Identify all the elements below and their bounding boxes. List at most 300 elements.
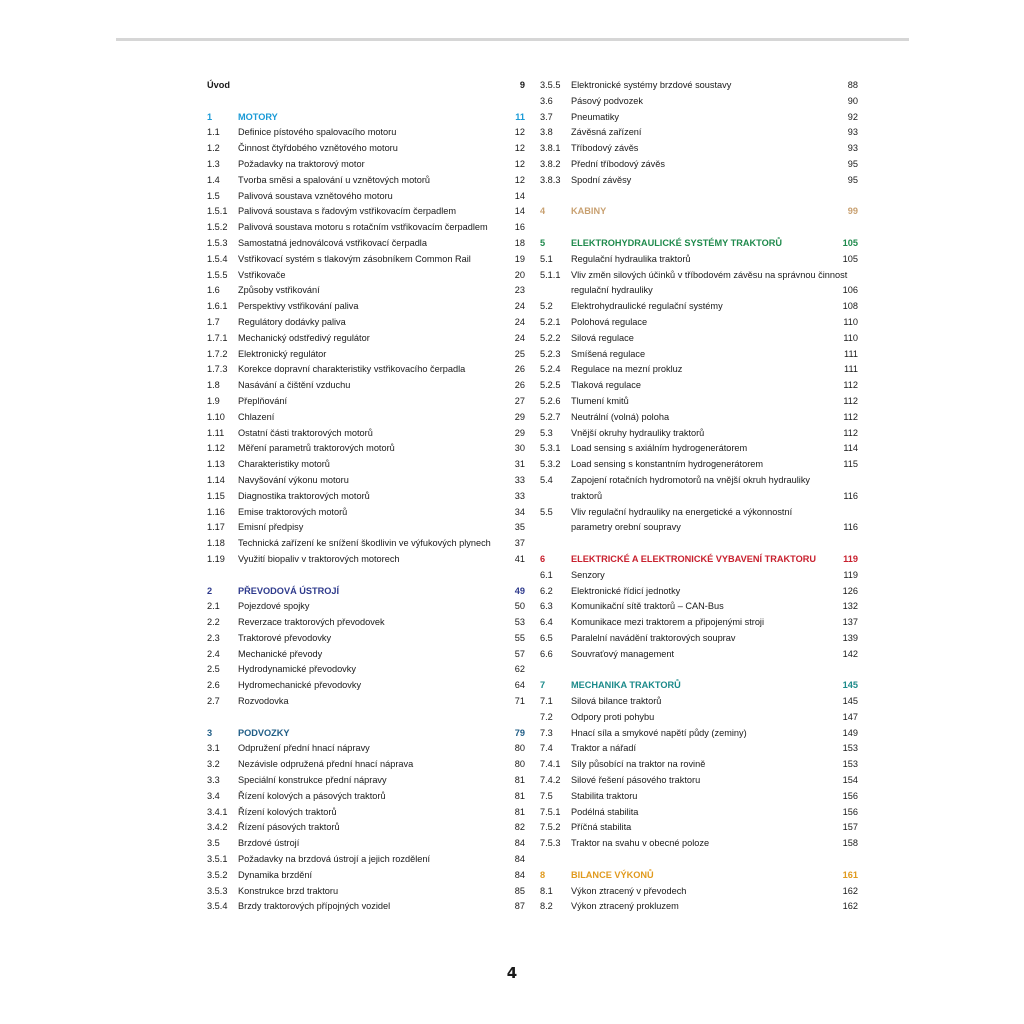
toc-page: 33 — [514, 474, 525, 485]
toc-number: 7.4.2 — [540, 775, 561, 786]
toc-page: 11 — [515, 111, 525, 122]
toc-page: 35 — [514, 522, 525, 533]
toc-entry-row[interactable] — [207, 647, 525, 663]
toc-entry-row[interactable] — [540, 584, 858, 600]
toc-title: Úvod — [207, 80, 230, 90]
toc-entry-row[interactable] — [540, 505, 858, 521]
toc-entry-row[interactable] — [540, 836, 858, 852]
toc-entry-row[interactable] — [540, 315, 858, 331]
toc-entry-row[interactable] — [540, 694, 858, 710]
toc-number: 3.7 — [540, 111, 553, 122]
toc-spacer — [540, 662, 858, 678]
toc-page: 80 — [514, 743, 525, 754]
toc-entry-row[interactable] — [207, 678, 525, 694]
toc-number: 3.6 — [540, 95, 553, 106]
toc-entry-row[interactable] — [207, 394, 525, 410]
toc-page: 82 — [514, 822, 525, 833]
toc-title: Load sensing s konstantním hydrogenerátorem — [571, 459, 764, 470]
toc-page: 116 — [843, 490, 858, 501]
toc-entry-row[interactable] — [207, 757, 525, 773]
toc-number: 7.4 — [540, 743, 553, 754]
toc-page: 119 — [843, 569, 858, 580]
toc-page: 106 — [842, 285, 858, 296]
toc-number: 7.5.3 — [540, 838, 561, 849]
toc-spacer — [540, 189, 858, 205]
toc-title: Způsoby vstřikování — [238, 285, 320, 296]
toc-page: 30 — [514, 443, 525, 454]
toc-entry-row[interactable] — [540, 299, 858, 315]
toc-number: 1.7.2 — [207, 348, 228, 359]
toc-entry-row[interactable] — [540, 441, 858, 457]
toc-title: Mechanický odstředivý regulátor — [238, 332, 370, 343]
toc-title: Vliv změn silových účinků v tříbodovém závěsu na správnou činnost — [571, 269, 848, 280]
toc-number: 1.5.2 — [207, 222, 228, 233]
toc-entry-row[interactable] — [540, 805, 858, 821]
toc-title: Traktor a nářadí — [571, 743, 637, 754]
toc-page: 84 — [514, 854, 525, 865]
toc-entry-row[interactable] — [207, 347, 525, 363]
toc-number: 5.2.4 — [540, 364, 561, 375]
toc-entry-row[interactable] — [207, 615, 525, 631]
toc-entry-row[interactable] — [540, 741, 858, 757]
toc-title: Výkon ztracený prokluzem — [571, 901, 679, 912]
toc-page: 19 — [514, 253, 525, 264]
toc-entry-row[interactable] — [207, 236, 525, 252]
toc-number: 6.1 — [540, 569, 553, 580]
toc-number: 5.2.3 — [540, 348, 561, 359]
toc-page: 154 — [842, 775, 858, 786]
toc-title: Palivová soustava s řadovým vstřikovacím čerpadlem — [238, 206, 457, 217]
toc-number: 5.1 — [540, 253, 553, 264]
toc-entry-row[interactable] — [540, 173, 858, 189]
toc-title: Elektronický regulátor — [238, 348, 327, 359]
toc-chapter-row[interactable] — [207, 110, 525, 126]
toc-entry-row[interactable] — [540, 125, 858, 141]
toc-number: 5.4 — [540, 474, 553, 485]
toc-number: 1.5.5 — [207, 269, 228, 280]
toc-title: parametry orební soupravy — [571, 522, 681, 533]
toc-number: 3.8.2 — [540, 158, 561, 169]
toc-page: 81 — [514, 790, 525, 801]
toc-title: Regulace na mezní prokluz — [571, 364, 683, 375]
toc-title: Řízení kolových traktorů — [238, 806, 337, 817]
toc-title: Silová regulace — [571, 332, 634, 343]
toc-title: Nezávisle odpružená přední hnací náprava — [238, 759, 414, 770]
toc-number: 1.15 — [207, 490, 225, 501]
toc-page: 29 — [514, 411, 525, 422]
toc-page: 24 — [514, 332, 525, 343]
toc-number: 1.13 — [207, 459, 225, 470]
toc-number: 7.1 — [540, 696, 553, 707]
toc-number: 1.10 — [207, 411, 225, 422]
toc-entry-row[interactable] — [207, 489, 525, 505]
toc-number: 2.2 — [207, 617, 220, 628]
toc-number: 7.5 — [540, 790, 553, 801]
toc-entry-row[interactable] — [207, 789, 525, 805]
toc-page: 26 — [514, 380, 525, 391]
toc-number: 4 — [540, 206, 546, 217]
toc-entry-row[interactable] — [207, 252, 525, 268]
toc-page: 25 — [514, 348, 525, 359]
toc-entry-row[interactable] — [207, 520, 525, 536]
toc-number: 1.16 — [207, 506, 225, 517]
toc-entry-row[interactable] — [207, 426, 525, 442]
toc-entry-row[interactable] — [207, 536, 525, 552]
toc-number: 3.4.2 — [207, 822, 228, 833]
toc-number: 5.2 — [540, 301, 553, 312]
toc-page: 27 — [514, 395, 525, 406]
toc-page: 116 — [843, 522, 858, 533]
toc-page: 156 — [842, 806, 858, 817]
toc-number: 1 — [207, 111, 213, 122]
toc-title: PODVOZKY — [238, 727, 290, 738]
toc-page: 95 — [847, 174, 858, 185]
toc-number: 1.8 — [207, 380, 220, 391]
toc-entry-row[interactable] — [207, 741, 525, 757]
toc-title: Traktorové převodovky — [238, 632, 332, 643]
toc-entry-row[interactable] — [207, 410, 525, 426]
toc-entry-row[interactable] — [207, 836, 525, 852]
toc-title: Brzdové ústrojí — [238, 838, 300, 849]
toc-title: Využití biopaliv v traktorových motorech — [238, 553, 400, 564]
toc-entry-row[interactable] — [207, 868, 525, 884]
toc-page: 158 — [842, 838, 858, 849]
toc-title: Hydromechanické převodovky — [238, 680, 362, 691]
toc-page: 37 — [514, 538, 525, 549]
toc-title: traktorů — [571, 490, 603, 501]
toc-entry-row[interactable] — [207, 899, 525, 915]
toc-number: 7.5.1 — [540, 806, 561, 817]
toc-number: 2.7 — [207, 696, 220, 707]
toc-title: Řízení pásových traktorů — [238, 822, 340, 833]
toc-number: 1.11 — [207, 427, 225, 438]
toc-number: 5 — [540, 237, 546, 248]
toc-number: 3.5.3 — [207, 885, 228, 896]
toc-entry-row[interactable] — [540, 773, 858, 789]
toc-entry-row[interactable] — [207, 331, 525, 347]
toc-chapter-row[interactable] — [540, 868, 858, 884]
toc-title: Elektrohydraulické regulační systémy — [571, 301, 723, 312]
toc-entry-row[interactable] — [540, 331, 858, 347]
toc-chapter-row[interactable] — [540, 204, 858, 220]
toc-number: 1.9 — [207, 395, 220, 406]
toc-entry-row[interactable] — [540, 489, 858, 505]
toc-number: 3.5 — [207, 838, 220, 849]
toc-page: 149 — [842, 727, 858, 738]
toc-title: Zapojení rotačních hydromotorů na vnější okruh hydrauliky — [571, 474, 811, 485]
toc-number: 1.5.3 — [207, 237, 228, 248]
toc-spacer — [207, 568, 525, 584]
toc-entry-row[interactable] — [207, 662, 525, 678]
toc-page: 41 — [514, 553, 525, 564]
toc-number: 1.17 — [207, 522, 225, 533]
toc-page: 147 — [842, 711, 858, 722]
toc-entry-row[interactable] — [540, 473, 858, 489]
toc-title: Perspektivy vstřikování paliva — [238, 301, 359, 312]
toc-entry-row[interactable] — [207, 457, 525, 473]
toc-entry-row[interactable] — [540, 252, 858, 268]
toc-title: Hydrodynamické převodovky — [238, 664, 356, 675]
toc-page: 26 — [514, 364, 525, 375]
toc-entry-row[interactable] — [207, 552, 525, 568]
toc-page: 12 — [514, 127, 525, 138]
toc-page: 105 — [842, 237, 858, 248]
toc-title: Pásový podvozek — [571, 95, 644, 106]
toc-number: 1.5.4 — [207, 253, 228, 264]
toc-entry-row[interactable] — [207, 125, 525, 141]
toc-page: 112 — [843, 427, 858, 438]
toc-number: 8.2 — [540, 901, 553, 912]
toc-number: 3.1 — [207, 743, 220, 754]
toc-number: 3.8.1 — [540, 143, 561, 154]
toc-entry-row[interactable] — [207, 631, 525, 647]
toc-entry-row[interactable] — [207, 141, 525, 157]
toc-number: 2.5 — [207, 664, 220, 675]
toc-entry-row[interactable] — [540, 568, 858, 584]
toc-entry-row[interactable] — [207, 362, 525, 378]
toc-title: Neutrální (volná) poloha — [571, 411, 670, 422]
toc-page: 145 — [842, 696, 858, 707]
toc-number: 5.2.2 — [540, 332, 561, 343]
toc-number: 5.3.2 — [540, 459, 561, 470]
toc-page: 34 — [514, 506, 525, 517]
toc-page: 24 — [514, 301, 525, 312]
toc-page: 12 — [514, 158, 525, 169]
toc-title: Vliv regulační hydrauliky na energetické a výkonnostní — [571, 506, 793, 517]
toc-chapter-row[interactable] — [207, 584, 525, 600]
toc-page: 137 — [842, 617, 858, 628]
toc-spacer — [540, 220, 858, 236]
toc-number: 3.5.2 — [207, 869, 228, 880]
toc-number: 1.7.1 — [207, 332, 228, 343]
toc-entry-row[interactable] — [540, 110, 858, 126]
toc-entry-row[interactable] — [540, 141, 858, 157]
toc-title: Vstřikovače — [238, 269, 286, 280]
toc-number: 1.3 — [207, 158, 220, 169]
toc-number: 3.5.4 — [207, 901, 228, 912]
toc-page: 111 — [844, 348, 858, 359]
toc-number: 3.4.1 — [207, 806, 228, 817]
toc-entry-row[interactable] — [540, 631, 858, 647]
toc-entry-row[interactable] — [207, 78, 525, 94]
toc-number: 5.5 — [540, 506, 553, 517]
toc-entry-row[interactable] — [207, 315, 525, 331]
toc-title: Požadavky na traktorový motor — [238, 158, 365, 169]
toc-title: Požadavky na brzdová ústrojí a jejich rozdělení — [238, 854, 431, 865]
toc-title: Regulační hydraulika traktorů — [571, 253, 691, 264]
toc-page: 49 — [514, 585, 525, 596]
toc-entry-row[interactable] — [207, 283, 525, 299]
toc-entry-row[interactable] — [540, 710, 858, 726]
toc-entry-row[interactable] — [540, 457, 858, 473]
toc-entry-row[interactable] — [540, 268, 858, 284]
toc-chapter-row[interactable] — [540, 678, 858, 694]
toc-number: 1.7 — [207, 316, 220, 327]
toc-title: Výkon ztracený v převodech — [571, 885, 687, 896]
toc-entry-row[interactable] — [207, 694, 525, 710]
toc-entry-row[interactable] — [540, 362, 858, 378]
toc-title: Řízení kolových a pásových traktorů — [238, 790, 386, 801]
toc-entry-row[interactable] — [207, 884, 525, 900]
toc-entry-row[interactable] — [207, 805, 525, 821]
toc-page: 132 — [842, 601, 858, 612]
toc-entry-row[interactable] — [540, 378, 858, 394]
toc-page: 53 — [514, 617, 525, 628]
toc-title: Přeplňování — [238, 395, 288, 406]
toc-number: 5.3.1 — [540, 443, 561, 454]
toc-number: 6.6 — [540, 648, 553, 659]
toc-title: Elektronické řídicí jednotky — [571, 585, 681, 596]
toc-number: 6.2 — [540, 585, 553, 596]
toc-title: Pojezdové spojky — [238, 601, 310, 612]
toc-number: 5.1.1 — [540, 269, 561, 280]
toc-entry-row[interactable] — [540, 157, 858, 173]
toc-title: Palivová soustava motoru s rotačním vstřikovacím čerpadlem — [238, 222, 488, 233]
toc-number: 1.2 — [207, 143, 220, 154]
toc-entry-row[interactable] — [540, 899, 858, 915]
toc-page: 88 — [847, 80, 858, 90]
toc-title: ELEKTROHYDRAULICKÉ SYSTÉMY TRAKTORŮ — [571, 237, 782, 248]
toc-chapter-row[interactable] — [540, 236, 858, 252]
toc-entry-row[interactable] — [207, 773, 525, 789]
toc-entry-row[interactable] — [207, 204, 525, 220]
toc-entry-row[interactable] — [207, 473, 525, 489]
toc-page: 84 — [514, 869, 525, 880]
toc-page: 16 — [514, 222, 525, 233]
toc-page: 9 — [519, 80, 525, 90]
toc-title: Brzdy traktorových přípojných vozidel — [238, 901, 391, 912]
toc-title: Závěsná zařízení — [571, 127, 642, 138]
toc-title: Komunikační sítě traktorů – CAN-Bus — [571, 601, 724, 612]
toc-entry-row[interactable] — [540, 789, 858, 805]
toc-title: Spodní závěsy — [571, 174, 632, 185]
toc-title: Emisní předpisy — [238, 522, 304, 533]
toc-title: Polohová regulace — [571, 316, 648, 327]
toc-entry-row[interactable] — [540, 410, 858, 426]
toc-page: 14 — [514, 190, 525, 201]
toc-number: 1.7.3 — [207, 364, 228, 375]
toc-title: Speciální konstrukce přední nápravy — [238, 775, 387, 786]
toc-page: 139 — [842, 632, 858, 643]
toc-entry-row[interactable] — [540, 283, 858, 299]
toc-number: 1.6.1 — [207, 301, 228, 312]
toc-page: 62 — [514, 664, 525, 675]
toc-page: 142 — [842, 648, 858, 659]
toc-number: 5.3 — [540, 427, 553, 438]
toc-entry-row[interactable] — [207, 299, 525, 315]
toc-number: 3 — [207, 727, 213, 738]
toc-entry-row[interactable] — [207, 173, 525, 189]
toc-entry-row[interactable] — [207, 599, 525, 615]
toc-page: 153 — [842, 759, 858, 770]
toc-entry-row[interactable] — [207, 505, 525, 521]
toc-entry-row[interactable] — [207, 268, 525, 284]
toc-page: 50 — [514, 601, 525, 612]
toc-title: Palivová soustava vznětového motoru — [238, 190, 393, 201]
toc-number: 1.1 — [207, 127, 220, 138]
toc-entry-row[interactable] — [540, 726, 858, 742]
toc-entry-row[interactable] — [540, 647, 858, 663]
toc-number: 7.5.2 — [540, 822, 561, 833]
toc-entry-row[interactable] — [540, 520, 858, 536]
toc-title: Činnost čtyřdobého vznětového motoru — [238, 143, 398, 154]
toc-number: 7.2 — [540, 711, 553, 722]
toc-title: MECHANIKA TRAKTORŮ — [571, 680, 681, 691]
toc-page: 18 — [514, 237, 525, 248]
toc-number: 7.3 — [540, 727, 553, 738]
toc-title: Odpružení přední hnací nápravy — [238, 743, 370, 754]
toc-spacer — [207, 94, 525, 110]
toc-page: 105 — [842, 253, 858, 264]
toc-entry-row[interactable] — [207, 441, 525, 457]
toc-title: Vstřikovací systém s tlakovým zásobníkem Common Rail — [238, 253, 471, 264]
toc-page: 93 — [847, 143, 858, 154]
toc-page: 92 — [847, 111, 858, 122]
toc-title: Rozvodovka — [238, 696, 289, 707]
toc-page: 110 — [843, 316, 858, 327]
toc-entry-row[interactable] — [540, 94, 858, 110]
toc-page: 57 — [514, 648, 525, 659]
toc-number: 1.18 — [207, 538, 225, 549]
toc-title: Hnací síla a smykové napětí půdy (zeminy) — [571, 727, 747, 738]
toc-title: KABINY — [571, 206, 607, 217]
toc-entry-row[interactable] — [207, 220, 525, 236]
toc-title: Pneumatiky — [571, 111, 620, 122]
toc-title: Tříbodový závěs — [571, 143, 639, 154]
toc-title: Odpory proti pohybu — [571, 711, 655, 722]
toc-title: Navyšování výkonu motoru — [238, 474, 349, 485]
toc-entry-row[interactable] — [540, 820, 858, 836]
toc-entry-row[interactable] — [540, 347, 858, 363]
toc-title: Smíšená regulace — [571, 348, 646, 359]
toc-entry-row[interactable] — [207, 189, 525, 205]
toc-page: 153 — [842, 743, 858, 754]
toc-entry-row[interactable] — [540, 78, 858, 94]
toc-entry-row[interactable] — [540, 615, 858, 631]
toc-title: BILANCE VÝKONŮ — [571, 869, 654, 880]
toc-title: Tlumení kmitů — [571, 395, 629, 406]
toc-entry-row[interactable] — [207, 820, 525, 836]
toc-entry-row[interactable] — [540, 757, 858, 773]
toc-chapter-row[interactable] — [207, 726, 525, 742]
toc-title: Load sensing s axiálním hydrogenerátorem — [571, 443, 748, 454]
toc-entry-row[interactable] — [540, 394, 858, 410]
toc-entry-row[interactable] — [540, 426, 858, 442]
toc-entry-row[interactable] — [207, 852, 525, 868]
toc-page: 64 — [514, 680, 525, 691]
toc-page: 111 — [844, 364, 858, 375]
toc-number: 1.5.1 — [207, 206, 228, 217]
toc-title: Příčná stabilita — [571, 822, 632, 833]
toc-page: 12 — [514, 143, 525, 154]
toc-page: 162 — [842, 885, 858, 896]
toc-number: 2.4 — [207, 648, 220, 659]
toc-entry-row[interactable] — [207, 378, 525, 394]
toc-number: 2.6 — [207, 680, 220, 691]
toc-title: Stabilita traktoru — [571, 790, 638, 801]
toc-title: Traktor na svahu v obecné poloze — [571, 838, 710, 849]
toc-number: 6.5 — [540, 632, 553, 643]
toc-number: 5.2.7 — [540, 411, 561, 422]
toc-page: 112 — [843, 411, 858, 422]
toc-entry-row[interactable] — [540, 884, 858, 900]
toc-number: 3.8.3 — [540, 174, 561, 185]
toc-chapter-row[interactable] — [540, 552, 858, 568]
toc-entry-row[interactable] — [207, 157, 525, 173]
toc-number: 6.4 — [540, 617, 553, 628]
toc-entry-row[interactable] — [540, 599, 858, 615]
toc-page: 80 — [514, 759, 525, 770]
